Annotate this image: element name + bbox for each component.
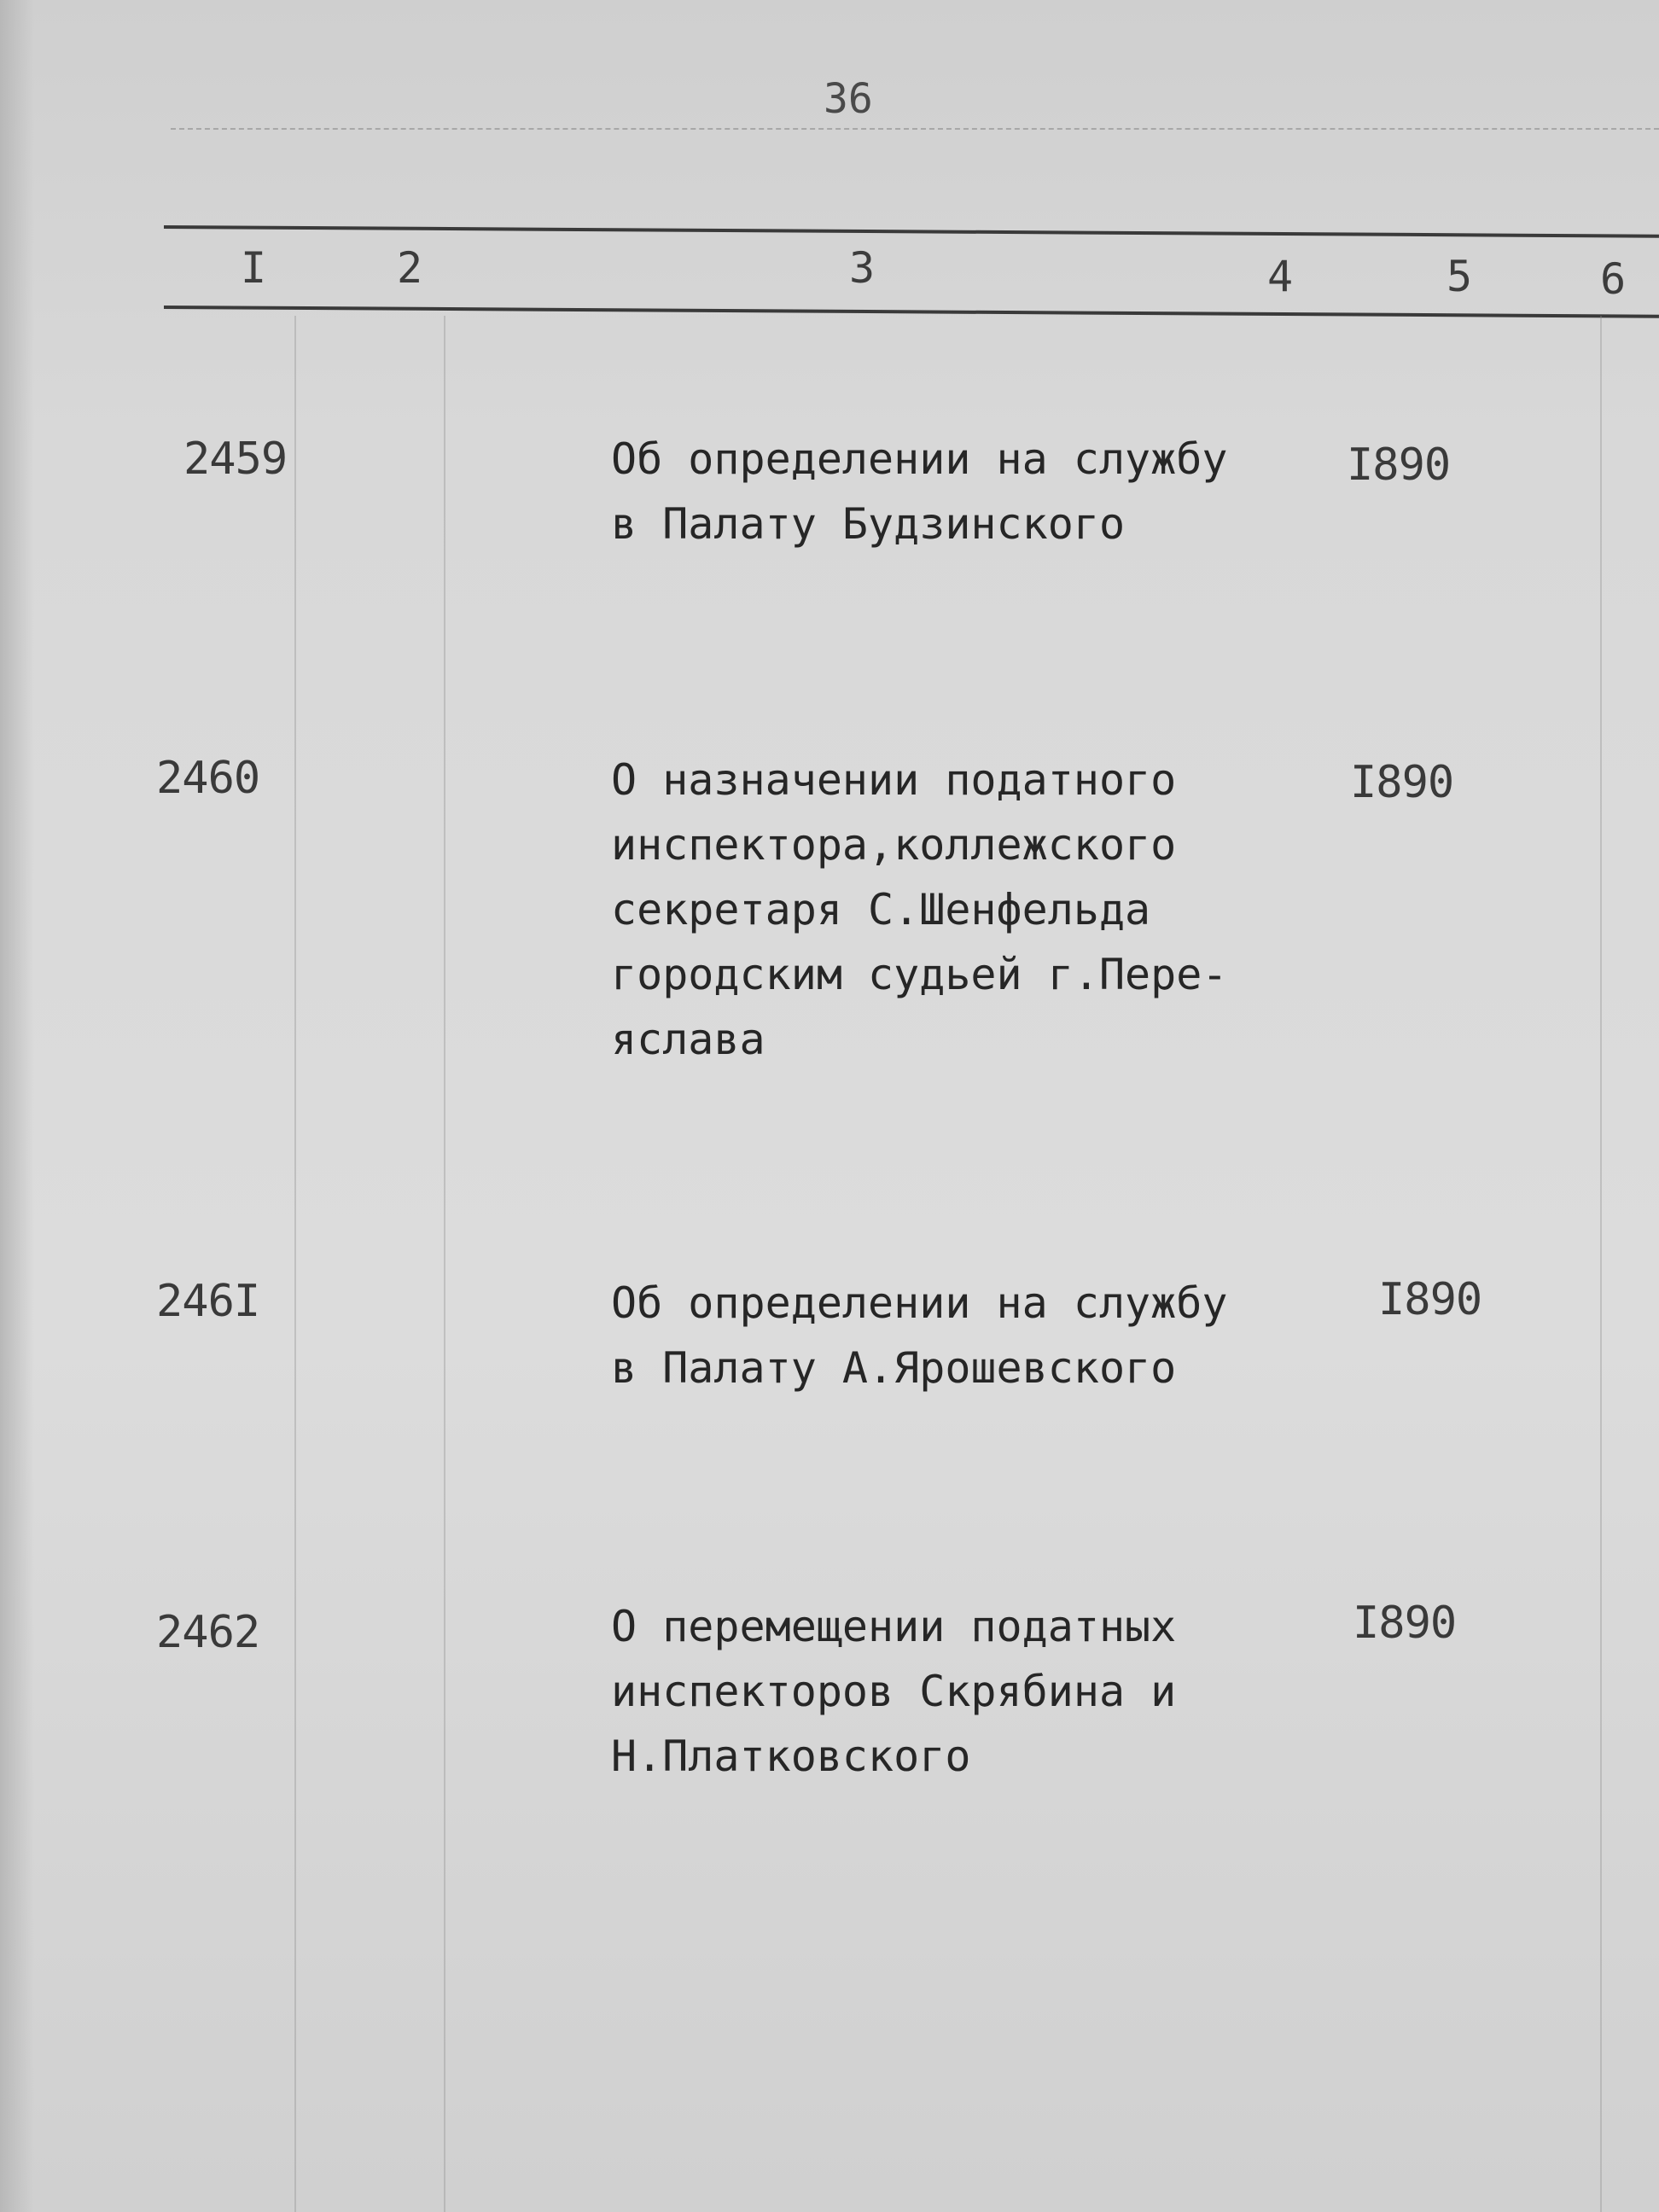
entry-year: I890 <box>1353 1598 1457 1649</box>
entry-year: I890 <box>1350 757 1454 808</box>
page-edge-shadow <box>0 0 34 2212</box>
entry-number: 2460 <box>156 753 260 804</box>
column-divider <box>444 316 445 2212</box>
column-divider <box>294 316 296 2212</box>
entry-year: I890 <box>1378 1274 1482 1325</box>
entry-number: 246I <box>156 1276 260 1327</box>
column-header-3: 3 <box>849 243 876 293</box>
table-header-top-rule <box>164 225 1659 238</box>
column-header-1: I <box>241 243 267 293</box>
faint-dashed-line <box>171 128 1659 130</box>
page-number: 36 <box>824 75 873 123</box>
entry-title: Об определении на службу в Палату Будзинского <box>611 434 1228 549</box>
entry-number: 2459 <box>183 434 288 485</box>
entry-title: О назначении податного инспектора,коллежского секретаря С.Шенфельда городским судьей г.Пере- яслава <box>611 755 1228 1064</box>
column-divider <box>1600 316 1602 2212</box>
column-header-5: 5 <box>1447 252 1473 301</box>
table-header-bottom-rule <box>164 306 1659 318</box>
column-header-4: 4 <box>1267 252 1294 301</box>
entry-number: 2462 <box>156 1607 260 1658</box>
entry-year: I890 <box>1347 439 1451 491</box>
column-header-2: 2 <box>397 243 423 293</box>
entry-title: Об определении на службу в Палату А.Ярошевского <box>611 1278 1228 1393</box>
entry-title: О перемещении податных инспекторов Скрябина и Н.Платковского <box>611 1602 1177 1781</box>
column-header-6: 6 <box>1600 254 1627 304</box>
